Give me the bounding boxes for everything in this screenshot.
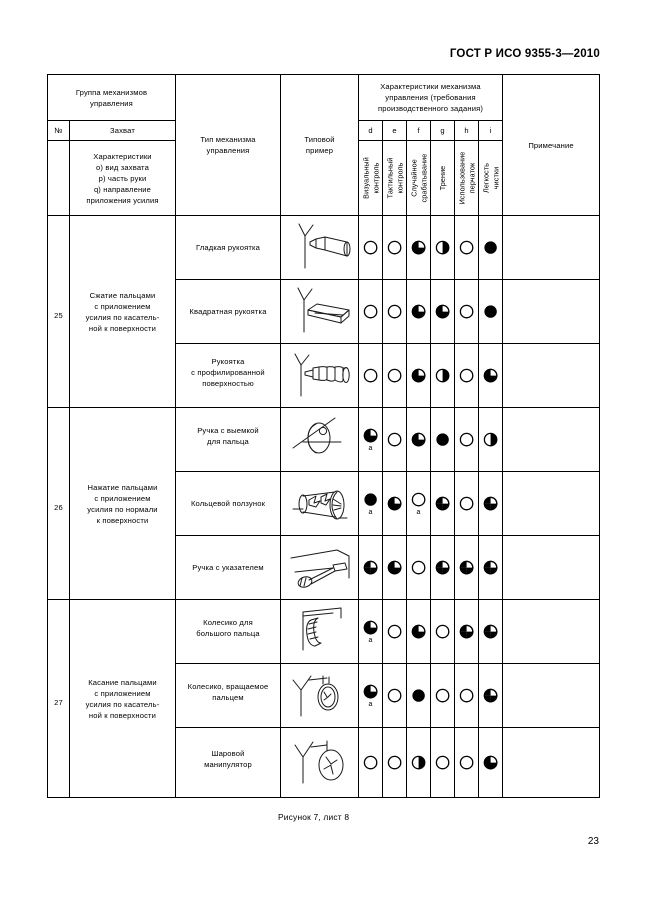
header-typical-example: Типовой пример [281,75,359,216]
rating-f-full [407,664,431,728]
mechanism-name: Ручка с выемкой для пальца [176,408,281,472]
header-vertical-i [479,141,503,216]
rating-g-half [431,344,455,408]
rating-f-three-quarter [407,408,431,472]
header-vertical-e [383,141,407,216]
header-group-title: Группа механизмов управления [48,75,176,121]
rating-f-three-quarter [407,600,431,664]
mechanism-name: Ручка с указателем [176,536,281,600]
page-number: 23 [587,836,599,847]
header-letter-i: i [479,121,503,141]
header-vertical-label-e: Тактильный контроль [384,157,404,199]
finger-wheel-drawing [281,664,359,728]
header-letter-d: d [359,121,383,141]
header-letter-e: e [383,121,407,141]
header-vertical-d [359,141,383,216]
table-row [48,600,600,664]
figure-caption: Рисунок 7, лист 8 [278,812,350,822]
rating-g-empty [431,600,455,664]
header-num: № [48,121,70,141]
rating-g-quarter [431,536,455,600]
rating-f-empty [407,472,431,536]
rating-d-full [359,472,383,536]
rating-e-empty [383,408,407,472]
note-cell [503,536,600,600]
header-vertical-label-h: Использование перчаток [456,151,476,205]
footnote-marker: a [368,637,373,645]
rating-e-empty [383,216,407,280]
table-row [48,408,600,472]
rating-h-empty [455,408,479,472]
rating-h-quarter [455,536,479,600]
rating-d-three-quarter [359,408,383,472]
finger-recess-knob-drawing [281,408,359,472]
rating-i-full [479,280,503,344]
rating-g-empty [431,728,455,798]
rating-f-empty [407,536,431,600]
rating-e-three-quarter [383,472,407,536]
rating-h-empty [455,472,479,536]
footnote-marker: a [368,701,373,709]
header-note: Примечание [503,75,600,216]
rating-g-half [431,216,455,280]
rating-e-empty [383,280,407,344]
mechanism-name: Кольцевой ползунок [176,472,281,536]
rating-d-empty [359,728,383,798]
header-vertical-label-g: Трение [437,165,447,191]
rating-g-empty [431,664,455,728]
rating-e-three-quarter [383,536,407,600]
table-row [48,216,600,280]
standard-header: ГОСТ Р ИСО 9355-3—2010 [449,48,600,60]
rating-h-empty [455,216,479,280]
rating-i-half [479,408,503,472]
rating-i-three-quarter [479,728,503,798]
control-mechanisms-table [47,74,600,798]
rating-d-empty [359,280,383,344]
note-cell [503,280,600,344]
rating-f-three-quarter [407,344,431,408]
mechanism-name: Квадратная рукоятка [176,280,281,344]
rating-i-three-quarter [479,344,503,408]
profiled-handle-drawing [281,344,359,408]
rating-g-full [431,408,455,472]
rating-h-quarter [455,600,479,664]
header-vertical-h [455,141,479,216]
rating-h-empty [455,664,479,728]
note-cell [503,216,600,280]
table-body [48,216,600,798]
rating-f-three-quarter [407,216,431,280]
rating-d-empty [359,344,383,408]
rating-e-empty [383,600,407,664]
thumbwheel-drawing [281,600,359,664]
footnote-marker: a [416,509,421,517]
rating-h-empty [455,280,479,344]
header-mechanism-type: Тип механизма управления [176,75,281,216]
group-number: 27 [48,600,70,798]
rating-d-three-quarter [359,664,383,728]
rating-i-full [479,216,503,280]
rating-i-quarter [479,536,503,600]
note-cell [503,600,600,664]
mechanism-name: Колесико для большого пальца [176,600,281,664]
header-vertical-label-i: Легкость чистки [480,163,500,193]
rating-e-empty [383,664,407,728]
group-description: Касание пальцами с приложением усилия по касатель- ной к поверхности [70,600,176,798]
rating-i-quarter [479,472,503,536]
square-handle-drawing [281,280,359,344]
group-number: 25 [48,216,70,408]
header-letter-f: f [407,121,431,141]
group-description: Сжатие пальцами с приложением усилия по касатель- ной к поверхности [70,216,176,408]
footnote-marker: a [368,445,373,453]
header-control-characteristics: Характеристики механизма управления (требования производственного задания) [359,75,503,121]
note-cell [503,472,600,536]
rating-i-quarter [479,664,503,728]
rating-g-three-quarter [431,280,455,344]
rating-h-empty [455,344,479,408]
trackball-drawing [281,728,359,798]
rating-f-half [407,728,431,798]
header-vertical-g [431,141,455,216]
header-characteristics: Характеристики о) вид захвата р) часть руки q) направление приложения усилия [70,141,176,216]
mechanism-name: Колесико, вращаемое пальцем [176,664,281,728]
rating-d-quarter [359,536,383,600]
rating-h-empty [455,728,479,798]
table-header [48,75,600,216]
header-letter-g: g [431,121,455,141]
note-cell [503,344,600,408]
ring-slider-drawing [281,472,359,536]
mechanism-name: Гладкая рукоятка [176,216,281,280]
footnote-marker: a [368,509,373,517]
rating-e-empty [383,344,407,408]
rating-g-quarter [431,472,455,536]
rating-f-three-quarter [407,280,431,344]
rating-i-quarter [479,600,503,664]
header-vertical-label-d: Визуальный контроль [360,157,380,199]
group-number: 26 [48,408,70,600]
note-cell [503,664,600,728]
rating-d-three-quarter [359,600,383,664]
group-description: Нажатие пальцами с приложением усилия по нормали к поверхности [70,408,176,600]
header-grip: Захват [70,121,176,141]
note-cell [503,408,600,472]
pointer-lever-drawing [281,536,359,600]
header-vertical-f [407,141,431,216]
rating-e-empty [383,728,407,798]
rating-d-empty [359,216,383,280]
mechanism-name: Рукоятка с профилированной поверхностью [176,344,281,408]
mechanism-name: Шаровой манипулятор [176,728,281,798]
header-vertical-label-f: Случайное срабатывание [408,153,428,203]
header-letter-h: h [455,121,479,141]
note-cell [503,728,600,798]
smooth-handle-drawing [281,216,359,280]
